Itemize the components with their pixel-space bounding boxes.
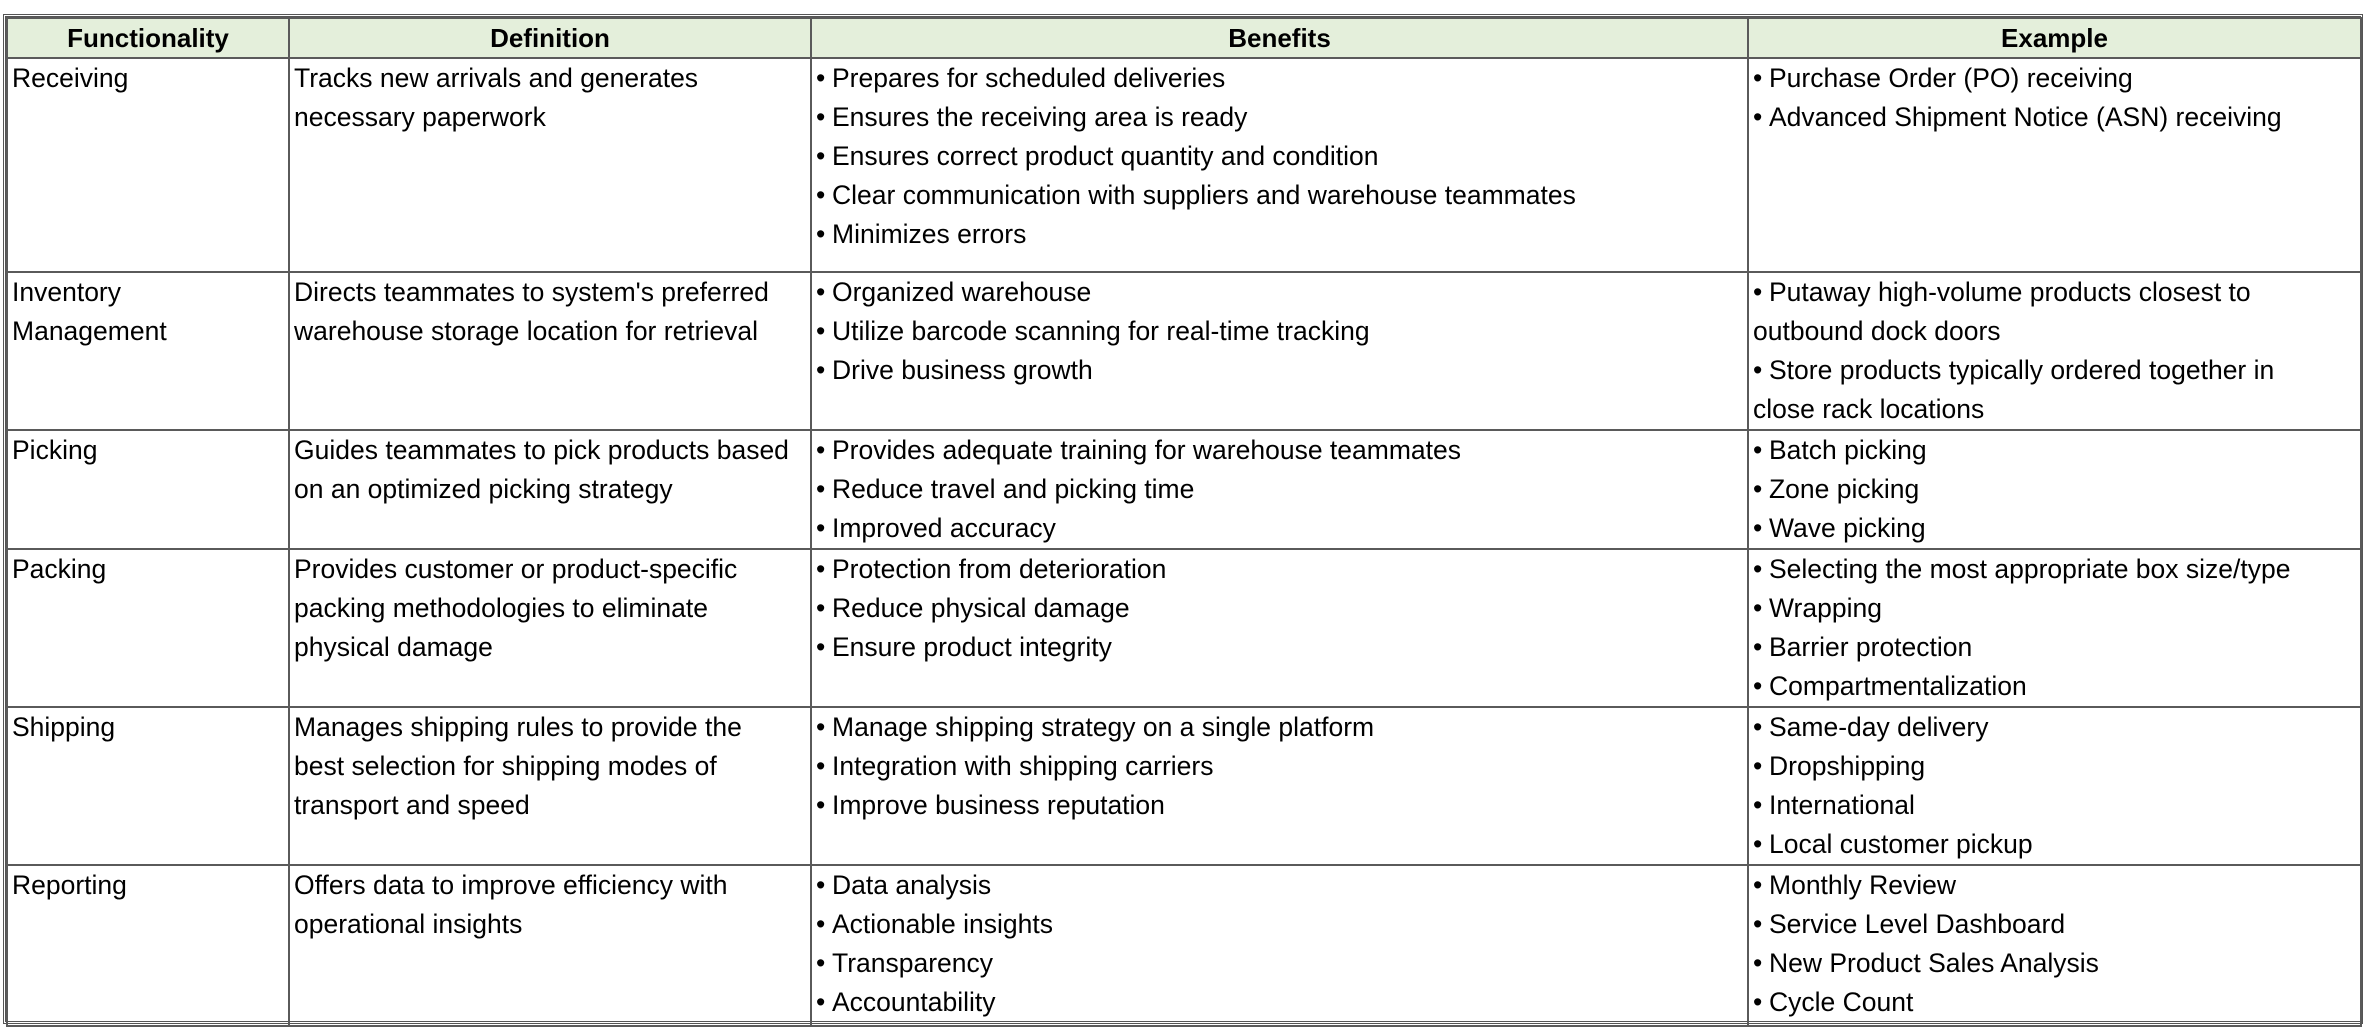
example-cell (1748, 865, 2361, 1026)
benefit-item: • Provides adequate training for warehouse teammates (816, 435, 1461, 465)
benefit-item: • Accountability (816, 987, 996, 1017)
functionality-label: Packing (12, 554, 107, 584)
benefit-item: • Ensures correct product quantity and condition (816, 141, 1379, 171)
benefit-item: • Reduce physical damage (816, 593, 1130, 623)
benefit-item: • Minimizes errors (816, 219, 1027, 249)
definition-line: on an optimized picking strategy (294, 474, 673, 504)
benefit-item: • Improve business reputation (816, 790, 1165, 820)
functionality-label: Inventory (12, 277, 122, 307)
definition-line: operational insights (294, 909, 523, 939)
example-cell (1748, 272, 2361, 430)
definition-cell (289, 272, 811, 430)
benefit-item: • Improved accuracy (816, 513, 1056, 543)
example-item: • Wave picking (1753, 513, 1926, 543)
benefit-item: • Utilize barcode scanning for real-time tracking (816, 316, 1370, 346)
example-item: • Zone picking (1753, 474, 1920, 504)
example-item: • Selecting the most appropriate box size/type (1753, 554, 2291, 584)
definition-cell (289, 58, 811, 272)
wms-functionality-table (6, 17, 2362, 1027)
definition-line: Guides teammates to pick products based (294, 435, 789, 465)
definition-line: physical damage (294, 632, 493, 662)
example-cell (1748, 430, 2361, 549)
example-cell (1748, 707, 2361, 865)
benefits-cell (811, 272, 1748, 430)
benefit-item: • Ensures the receiving area is ready (816, 102, 1248, 132)
example-item: • Monthly Review (1753, 870, 1957, 900)
header-functionality: Functionality (7, 18, 289, 58)
example-item: • Local customer pickup (1753, 829, 2033, 859)
example-item: • Purchase Order (PO) receiving (1753, 63, 2133, 93)
benefit-item: • Actionable insights (816, 909, 1053, 939)
example-item: • Store products typically ordered together in (1753, 355, 2275, 385)
example-item: • New Product Sales Analysis (1753, 948, 2099, 978)
definition-cell (289, 865, 811, 1026)
functionality-cell (7, 272, 289, 430)
definition-line: Directs teammates to system's preferred (294, 277, 769, 307)
benefit-item: • Transparency (816, 948, 994, 978)
example-cell (1748, 58, 2361, 272)
definition-cell (289, 549, 811, 707)
definition-line: packing methodologies to eliminate (294, 593, 708, 623)
table-row-picking (7, 430, 2361, 549)
benefit-item: • Manage shipping strategy on a single platform (816, 712, 1375, 742)
table-row-shipping (7, 707, 2361, 865)
header-benefits: Benefits (811, 18, 1748, 58)
functionality-cell (7, 707, 289, 865)
benefits-cell (811, 430, 1748, 549)
benefit-item: • Drive business growth (816, 355, 1093, 385)
example-item-continued: outbound dock doors (1753, 316, 2001, 346)
benefit-item: • Clear communication with suppliers and warehouse teammates (816, 180, 1576, 210)
header-example: Example (1748, 18, 2361, 58)
benefit-item: • Protection from deterioration (816, 554, 1167, 584)
definition-line: best selection for shipping modes of (294, 751, 717, 781)
benefits-cell (811, 58, 1748, 272)
benefit-item: • Integration with shipping carriers (816, 751, 1214, 781)
example-item: • Service Level Dashboard (1753, 909, 2066, 939)
table-row-packing (7, 549, 2361, 707)
functionality-cell (7, 549, 289, 707)
benefit-item: • Ensure product integrity (816, 632, 1112, 662)
definition-line: transport and speed (294, 790, 530, 820)
benefit-item: • Data analysis (816, 870, 992, 900)
benefit-item: • Prepares for scheduled deliveries (816, 63, 1226, 93)
functionality-cell (7, 865, 289, 1026)
header-row (7, 18, 2361, 58)
definition-line: necessary paperwork (294, 102, 546, 132)
functionality-label: Management (12, 316, 167, 346)
example-cell (1748, 549, 2361, 707)
table-row-reporting (7, 865, 2361, 1026)
definition-line: warehouse storage location for retrieval (294, 316, 758, 346)
header-definition: Definition (289, 18, 811, 58)
benefits-cell (811, 549, 1748, 707)
benefit-item: • Organized warehouse (816, 277, 1092, 307)
functionality-label: Picking (12, 435, 98, 465)
example-item: • Advanced Shipment Notice (ASN) receiving (1753, 102, 2282, 132)
benefits-cell (811, 865, 1748, 1026)
definition-line: Manages shipping rules to provide the (294, 712, 742, 742)
definition-line: Provides customer or product-specific (294, 554, 738, 584)
functionality-cell (7, 430, 289, 549)
example-item: • Batch picking (1753, 435, 1927, 465)
example-item: • Same-day delivery (1753, 712, 1989, 742)
example-item: • Barrier protection (1753, 632, 1973, 662)
example-item: • Compartmentalization (1753, 671, 2027, 701)
example-item: • Wrapping (1753, 593, 1882, 623)
example-item: • Putaway high-volume products closest to (1753, 277, 2251, 307)
table-row-inventory-management (7, 272, 2361, 430)
example-item: • International (1753, 790, 1915, 820)
table-row-receiving (7, 58, 2361, 272)
definition-cell (289, 707, 811, 865)
functionality-label: Reporting (12, 870, 127, 900)
example-item: • Cycle Count (1753, 987, 1914, 1017)
functionality-label: Receiving (12, 63, 129, 93)
definition-line: Offers data to improve efficiency with (294, 870, 728, 900)
functionality-cell (7, 58, 289, 272)
example-item: • Dropshipping (1753, 751, 1926, 781)
definition-line: Tracks new arrivals and generates (294, 63, 699, 93)
benefit-item: • Reduce travel and picking time (816, 474, 1195, 504)
example-item-continued: close rack locations (1753, 394, 1985, 424)
benefits-cell (811, 707, 1748, 865)
definition-cell (289, 430, 811, 549)
functionality-label: Shipping (12, 712, 116, 742)
